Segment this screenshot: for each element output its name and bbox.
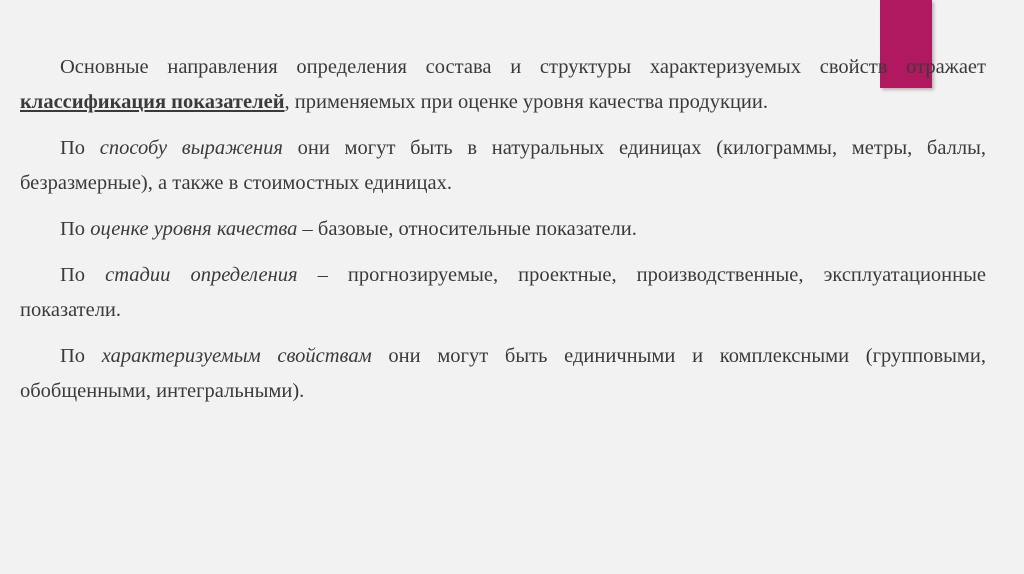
paragraph-text: По [60, 137, 100, 159]
slide-body [20, 50, 986, 409]
key-term-characterized-properties: характеризуемым свойствам [101, 345, 372, 367]
key-term-determination-stage: стадии определения [105, 264, 298, 286]
paragraph-text: По [60, 218, 91, 240]
paragraph-text: Основные направления определения состава и структуры характеризуемых свойств отражает [60, 56, 986, 78]
paragraph-text: По [60, 264, 106, 286]
paragraph-text: По [60, 345, 102, 367]
paragraph-composition [20, 50, 986, 120]
key-term-quality-assessment: оценке уровня качества [90, 218, 298, 240]
paragraph-text: – базовые, относительные показатели. [297, 218, 637, 240]
paragraph-characterized-properties [20, 339, 986, 409]
paragraph-text: они могут быть в натуральных единицах (килограммы, метры, баллы, безразмерные), а также в стоимостных единицах. [20, 137, 986, 194]
paragraph-text: они могут быть единичными и комплексными (групповыми, обобщенными, интегральными). [20, 345, 986, 402]
paragraph-text: – прогнозируемые, проектные, производственные, эксплуатационные показатели. [20, 264, 986, 321]
key-term-classification: классификация показателей [20, 91, 285, 113]
paragraph-quality-assessment [20, 212, 986, 247]
paragraph-text: , применяемых при оценке уровня качества продукции. [284, 91, 768, 113]
paragraph-determination-stage [20, 258, 986, 328]
paragraph-expression-method [20, 131, 986, 201]
key-term-expression-method: способу выражения [99, 137, 283, 159]
